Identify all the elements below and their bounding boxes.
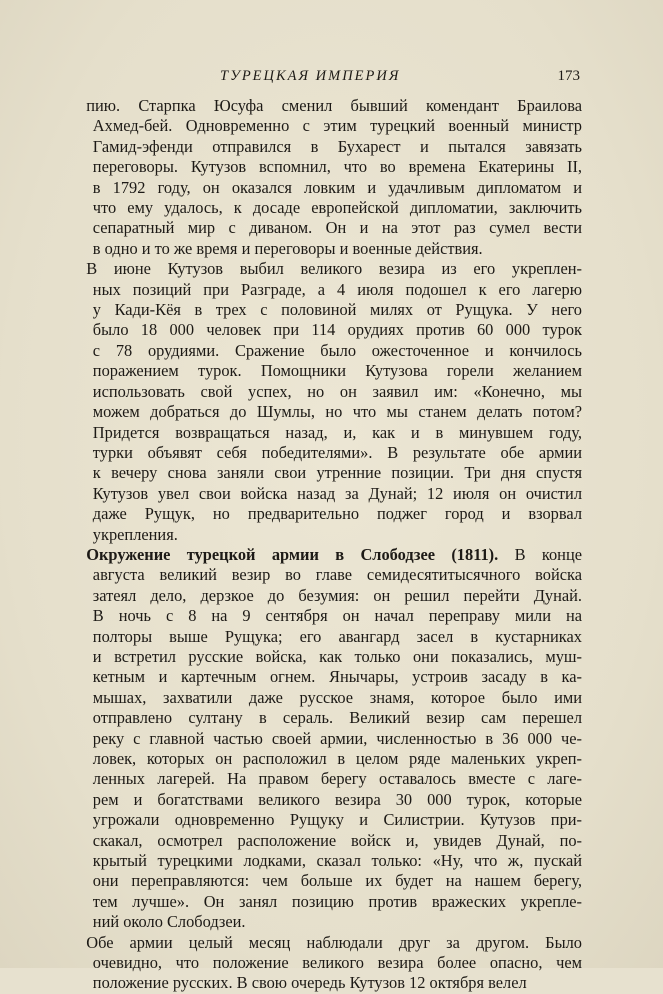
text-line [60,463,582,483]
line-text: тем лучше». Он занял позицию против вражеских укрепле- [92,891,582,911]
text-line [60,423,582,443]
line-text: в 1792 году, он оказался ловким и удачливым дипломатом и [92,177,582,197]
text-line [60,851,582,871]
line-text: кетным и картечным огнем. Янычары, устроив засаду в ка- [92,667,582,687]
line-text: даже Рущук, но предварительно поджег город и взорвал [92,504,582,524]
line-text: Ахмед-бей. Одновременно с этим турецкий военный министр [92,116,582,136]
line-text: укрепления. [92,524,178,544]
text-line [60,218,582,238]
line-text: рем и богатствами великого везира 30 000 турок, которые [92,789,582,809]
text-line [60,96,582,116]
line-text: Обе армии целый месяц наблюдали друг за другом. Было [86,932,582,952]
line-text: можем добраться до Шумлы, но что мы станем делать потом? [92,402,582,422]
line-text: полторы выше Рущука; его авангард засел в кустарниках [92,626,582,646]
paragraph [60,259,582,545]
text-line [60,627,582,647]
line-text: ний около Слободзеи. [92,912,246,932]
line-text: августа великий везир во главе семидесятитысячного войска [92,565,582,585]
line-text: угрожали одновременно Рущуку и Силистрии. Кутузов при- [92,810,582,830]
text-line [60,973,582,993]
text-line [60,953,582,973]
text-line [60,382,582,402]
text-line [60,769,582,789]
text-line [60,708,582,728]
line-text: ных позиций при Разграде, а 4 июля подошел к его лагерю [92,279,582,299]
line-text: у Кади-Кёя в трех с половиной милях от Рущука. У него [92,300,582,320]
text-line [60,178,582,198]
line-text: скакал, осмотрел расположение войск и, увидев Дунай, по- [92,830,582,850]
line-text: переговоры. Кутузов вспомнил, что во времена Екатерины II, [92,157,582,177]
line-text: В ночь с 8 на 9 сентября он начал переправу мили на [92,606,582,626]
line-text: турки объявят себя победителями». В результате обе армии [92,442,582,462]
text-line [60,137,582,157]
line-text: реку с главной частью своей армии, численностью в 36 000 че- [92,728,582,748]
text-line [60,912,582,932]
line-text: в одно и то же время и переговоры и военные действия. [92,238,483,258]
line-text: Кутузов увел свои войска назад за Дунай; 12 июля он очистил [92,483,582,503]
text-line [60,198,582,218]
line-text: они переправляются: чем больше их будет на нашем берегу, [92,871,582,891]
line-text: пию. Старпка Юсуфа сменил бывший комендант Браилова [86,96,582,115]
line-text: очевидно, что положение великого везира более опасно, чем [92,953,582,973]
line-text: затеял дело, дерзкое до безумия: он решил перейти Дунай. [92,585,582,605]
text-line [60,259,582,279]
text-line [60,749,582,769]
section-heading: Окружение турецкой армии в Слободзее (1811). [86,544,499,564]
line-text: ленных лагерей. На правом берегу оставалось вместе с лаге- [92,769,582,789]
text-line [60,157,582,177]
line-text: поражением турок. Помощники Кутузова горели желанием [92,361,582,381]
text-line [60,688,582,708]
text-line [60,300,582,320]
line-text: Придется возвращаться назад, и, как и в минувшем году, [92,422,582,442]
text-line [60,729,582,749]
line-text: к вечеру снова заняли свои утренние позиции. Три дня спустя [92,463,582,483]
text-line [60,933,582,953]
text-line [60,280,582,300]
line-text: что ему удалось, к досаде европейской дипломатии, заключить [92,198,582,218]
running-head [60,68,580,90]
text-line [60,667,582,687]
line-text: Гамид-эфенди отправился в Бухарест и пытался завязать [92,136,582,156]
line-text: сепаратный мир с диваном. Он и на этот раз сумел вести [92,218,582,238]
text-line [60,606,582,626]
paragraph [60,933,582,994]
line-text: мышах, захватили даже русское знамя, которое было ими [92,687,582,707]
text-line [60,341,582,361]
text-line [60,545,582,565]
line-text: ловек, которых он расположил в целом ряде маленьких укреп- [92,749,582,768]
text-line [60,361,582,381]
text-line [60,892,582,912]
text-line [60,525,582,545]
text-line [60,586,582,606]
line-text: отправлено султану в сераль. Великий везир сам перешел [92,708,582,728]
line-text: использовать свой успех, но он заявил им: «Конечно, мы [92,381,582,401]
paragraph [60,545,582,933]
text-line [60,647,582,667]
text-line [60,790,582,810]
text-line [60,810,582,830]
line-text: крытый турецкими лодками, сказал только: «Ну, что ж, пускай [92,851,582,871]
text-line [60,484,582,504]
text-line [60,831,582,851]
page-number: 173 [557,68,580,84]
body-text [60,96,582,994]
line-text: положение русских. В свою очередь Кутузов 12 октября велел [92,973,527,993]
text-line [60,402,582,422]
text-line [60,504,582,524]
line-text: было 18 000 человек при 114 орудиях против 60 000 турок [92,320,582,340]
text-line [60,871,582,891]
line-text: с 78 орудиями. Сражение было ожесточенное и кончилось [92,340,582,360]
text-line [60,320,582,340]
text-line [60,239,582,259]
line-text: В июне Кутузов выбил великого везира из его укреплен- [86,259,582,279]
text-line [60,443,582,463]
text-line [60,116,582,136]
paragraph [60,96,582,259]
running-head-title: ТУРЕЦКАЯ ИМПЕРИЯ [220,68,401,84]
line-text: В конце [498,544,582,564]
line-text: и встретил русские войска, как только они показались, муш- [92,646,582,666]
text-line [60,565,582,585]
